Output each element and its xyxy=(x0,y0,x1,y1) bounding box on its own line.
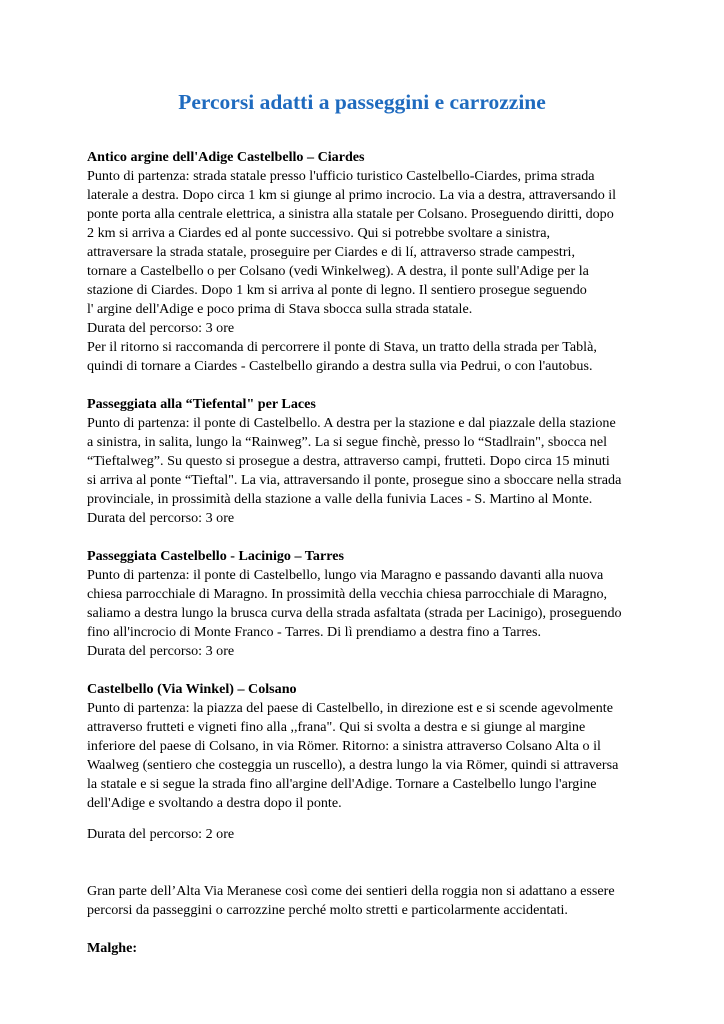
note-paragraph xyxy=(87,882,647,920)
document-body xyxy=(87,148,647,958)
text-line: attraversare la strada statale, proseguire per Ciardes e di lí, attraverso strade campestri, xyxy=(87,244,575,260)
text-line: a sinistra, in salita, lungo la “Rainweg”. La si segue finchè, presso lo “Stadlrain", sbocca nel xyxy=(87,434,608,450)
section-heading: Castelbello (Via Winkel) – Colsano xyxy=(87,681,297,697)
spacer xyxy=(87,813,647,825)
text-line: Gran parte dell’Alta Via Meranese così come dei sentieri della roggia non si adattano a essere xyxy=(87,883,615,899)
text-line: stazione di Ciardes. Dopo 1 km si arriva al ponte di legno. Il sentiero prosegue seguendo xyxy=(87,282,587,298)
section-heading: Passeggiata Castelbello - Lacinigo – Tarres xyxy=(87,548,344,564)
text-line: saliamo a destra lungo la brusca curva della strada asfaltata (strada per Lacinigo), proseguendo xyxy=(87,605,622,621)
text-line: chiesa parrocchiale di Maragno. In prossimità della vecchia chiesa parrocchiale di Maragno, xyxy=(87,586,608,602)
text-line: percorsi da passeggini o carrozzine perché molto stretti e particolarmente accidentati. xyxy=(87,902,568,918)
duration-line: Durata del percorso: 3 ore xyxy=(87,510,235,526)
text-line: fino all'incrocio di Monte Franco - Tarres. Di lì prendiamo a destra fino a Tarres. xyxy=(87,624,542,640)
text-line: attraverso frutteti e vigneti fino alla ,,frana". Qui si svolta a destra e si giunge al margine xyxy=(87,719,586,735)
text-line: 2 km si arriva a Ciardes ed al ponte successivo. Qui si potrebbe svoltare a sinistra, xyxy=(87,225,551,241)
section-winkel-colsano xyxy=(87,680,647,844)
text-line: Punto di partenza: il ponte di Castelbello. A destra per la stazione e dal piazzale della stazione xyxy=(87,415,616,431)
text-line: Punto di partenza: la piazza del paese di Castelbello, in direzione est e si scende agevolmente xyxy=(87,700,613,716)
duration-line: Durata del percorso: 2 ore xyxy=(87,826,235,842)
malghe-heading: Malghe: xyxy=(87,940,138,956)
text-line: la statale e si segue la strada fino all'argine dell'Adige. Tornare a Castelbello lungo l'argine xyxy=(87,776,597,792)
text-line: Punto di partenza: strada statale presso l'ufficio turistico Castelbello-Ciardes, prima strada xyxy=(87,168,595,184)
duration-line: Durata del percorso: 3 ore xyxy=(87,320,235,336)
text-line: si arriva al ponte “Tieftal". La via, attraversando il ponte, prosegue sino a sboccare nella strada xyxy=(87,472,622,488)
section-antico-argine xyxy=(87,148,647,376)
text-line: Per il ritorno si raccomanda di percorrere il ponte di Stava, un tratto della strada per Tablà, xyxy=(87,339,597,355)
text-line: inferiore del paese di Colsano, in via Römer. Ritorno: a sinistra attraverso Colsano Alta o il xyxy=(87,738,601,754)
text-line: dell'Adige e svoltando a destra dopo il ponte. xyxy=(87,795,342,811)
text-line: Waalweg (sentiero che costeggia un ruscello), a destra lungo la via Römer, quindi si attraversa xyxy=(87,757,619,773)
section-tiefental xyxy=(87,395,647,528)
text-line: tornare a Castelbello o per Colsano (vedi Winkelweg). A destra, il ponte sull'Adige per la xyxy=(87,263,589,279)
text-line: l' argine dell'Adige e poco prima di Stava sbocca sulla strada statale. xyxy=(87,301,473,317)
text-line: ponte porta alla centrale elettrica, a sinistra alla statale per Colsano. Proseguendo diritti, dopo xyxy=(87,206,614,222)
page-title: Percorsi adatti a passeggini e carrozzine xyxy=(178,90,546,114)
section-heading: Antico argine dell'Adige Castelbello – Ciardes xyxy=(87,149,365,165)
duration-line: Durata del percorso: 3 ore xyxy=(87,643,235,659)
text-line: provinciale, in prossimità della stazione a valle della funivia Laces - S. Martino al Monte. xyxy=(87,491,593,507)
section-lacinigo-tarres xyxy=(87,547,647,661)
spacer xyxy=(87,844,647,882)
text-line: Punto di partenza: il ponte di Castelbello, lungo via Maragno e passando davanti alla nuova xyxy=(87,567,604,583)
section-heading: Passeggiata alla “Tiefental" per Laces xyxy=(87,396,316,412)
text-line: “Tieftalweg”. Su questo si prosegue a destra, attraverso campi, frutteti. Dopo circa 15 minuti xyxy=(87,453,610,469)
text-line: quindi di tornare a Ciardes - Castelbello girando a destra sulla via Pedrui, o con l'autobus. xyxy=(87,358,593,374)
text-line: laterale a destra. Dopo circa 1 km si giunge al primo incrocio. La via a destra, attraversando il xyxy=(87,187,617,203)
